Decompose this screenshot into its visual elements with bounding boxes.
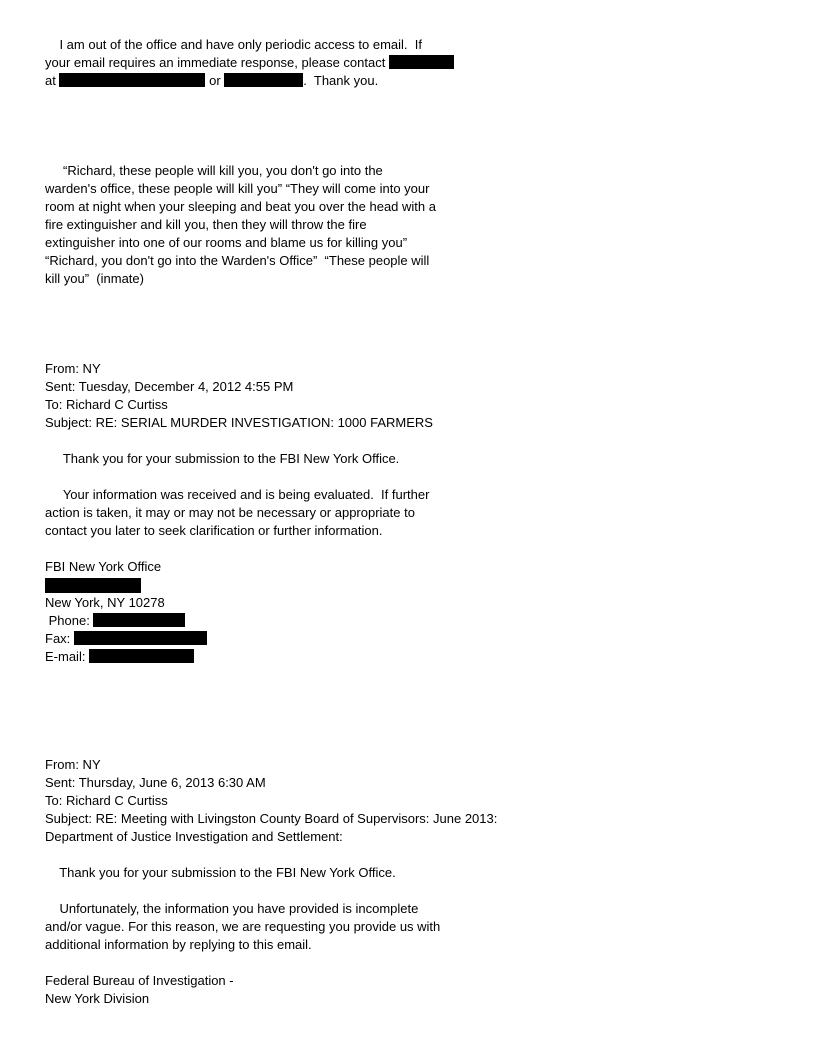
email-2-signature-line-1: Federal Bureau of Investigation - [45, 973, 234, 988]
redaction-bar [45, 578, 141, 593]
auto-reply-thank-you: . Thank you. [303, 73, 379, 88]
email-1-signature-fax [45, 630, 207, 648]
redaction-bar [224, 73, 303, 87]
email-1-para-2-line: Your information was received and is being evaluated. If further [45, 487, 430, 502]
email-1-para-2-line: action is taken, it may or may not be necessary or appropriate to [45, 505, 415, 520]
email-1-signature-email [45, 648, 194, 666]
auto-reply-line-2-text: your email requires an immediate response, please contact [45, 55, 386, 70]
quote-line: extinguisher into one of our rooms and blame us for killing you” [45, 235, 408, 250]
quote-line: room at night when your sleeping and beat you over the head with a [45, 199, 436, 214]
email-2-subject-line-2: Department of Justice Investigation and Settlement: [45, 829, 343, 844]
email-1-sent: Sent: Tuesday, December 4, 2012 4:55 PM [45, 379, 294, 394]
email-2-sent: Sent: Thursday, June 6, 2013 6:30 AM [45, 775, 266, 790]
phone-label: Phone: [45, 613, 90, 628]
auto-reply-line-3 [45, 72, 378, 90]
email-2-para-2-line: Unfortunately, the information you have provided is incomplete [45, 901, 419, 916]
redaction-bar [89, 649, 194, 663]
auto-reply-line-2 [45, 54, 454, 72]
email-1-signature-city: New York, NY 10278 [45, 595, 165, 610]
auto-reply-at: at [45, 73, 56, 88]
auto-reply-line-1: I am out of the office and have only periodic access to email. If [45, 37, 422, 52]
email-2-para-1: Thank you for your submission to the FBI New York Office. [45, 865, 396, 880]
email-1-signature-phone [45, 612, 185, 630]
auto-reply-or: or [209, 73, 221, 88]
quote-line: kill you” (inmate) [45, 271, 144, 286]
email-label: E-mail: [45, 649, 86, 664]
email-1-subject: Subject: RE: SERIAL MURDER INVESTIGATION: 1000 FARMERS [45, 415, 433, 430]
email-1-signature-org: FBI New York Office [45, 559, 162, 574]
email-2-to: To: Richard C Curtiss [45, 793, 168, 808]
email-1-from: From: NY [45, 361, 101, 376]
redaction-bar [74, 631, 207, 645]
email-2-subject-line-1: Subject: RE: Meeting with Livingston County Board of Supervisors: June 2013: [45, 811, 498, 826]
email-2-para-2-line: and/or vague. For this reason, we are requesting you provide us with [45, 919, 441, 934]
email-2-from: From: NY [45, 757, 101, 772]
email-2-signature-line-2: New York Division [45, 991, 150, 1006]
email-2-para-2-line: additional information by replying to this email. [45, 937, 312, 952]
quote-line: fire extinguisher and kill you, then they will throw the fire [45, 217, 367, 232]
redaction-bar [389, 55, 454, 69]
fax-label: Fax: [45, 631, 71, 646]
quote-line: “Richard, you don't go into the Warden's Office” “These people will [45, 253, 430, 268]
email-1-para-2-line: contact you later to seek clarification or further information. [45, 523, 383, 538]
email-1-to: To: Richard C Curtiss [45, 397, 168, 412]
quote-line: warden's office, these people will kill you” “They will come into your [45, 181, 430, 196]
email-1-para-1: Thank you for your submission to the FBI New York Office. [45, 451, 400, 466]
redaction-bar [93, 613, 185, 627]
quote-line: “Richard, these people will kill you, you don't go into the [45, 163, 383, 178]
redaction-bar [59, 73, 205, 87]
